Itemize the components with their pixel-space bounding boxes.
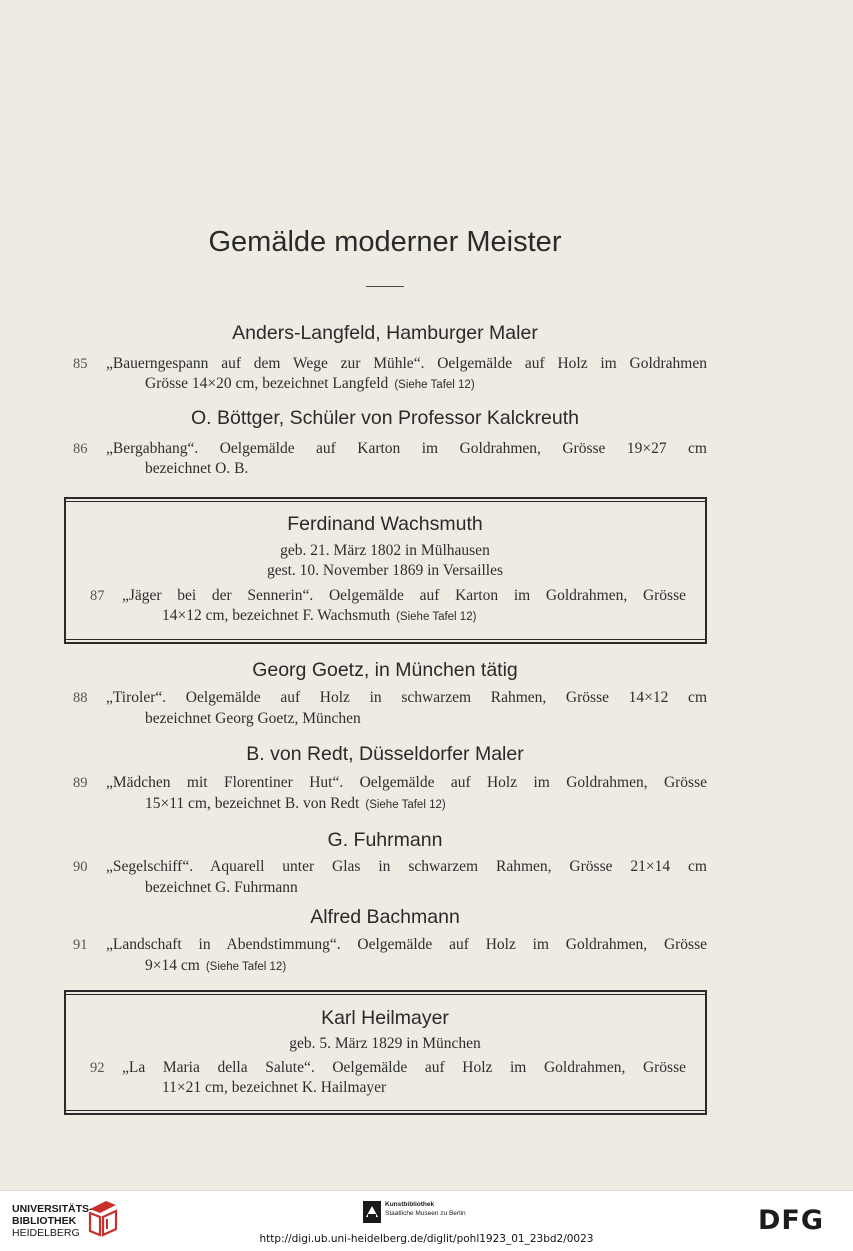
- catalog-entry: [0, 688, 853, 728]
- kunstbibliothek-logo-icon[interactable]: [363, 1201, 381, 1223]
- entry-line: „Bauerngespann auf dem Wege zur Mühle“. Oelgemälde auf Holz im Goldrahmen: [106, 355, 707, 372]
- biography-line: geb. 21. März 1802 in Mülhausen: [280, 542, 490, 559]
- artist-heading: Ferdinand Wachsmuth: [287, 513, 483, 535]
- kunstbibliothek-wordmark[interactable]: [385, 1200, 466, 1218]
- catalog-entry: [0, 935, 853, 975]
- entry-line: „Mädchen mit Florentiner Hut“. Oelgemälde auf Holz im Goldrahmen, Grösse: [106, 774, 707, 791]
- bleed-through-text: [360, 30, 680, 230]
- entry-line: „Bergabhang“. Oelgemälde auf Karton im Goldrahmen, Grösse 19×27 cm: [106, 440, 707, 457]
- entry-line: [145, 374, 475, 395]
- catalog-entry: [0, 586, 853, 626]
- entry-line: bezeichnet O. B.: [145, 460, 249, 477]
- entry-line: [162, 606, 476, 627]
- artist-heading: Anders-Langfeld, Hamburger Maler: [232, 322, 538, 344]
- plate-reference: (Siehe Tafel 12): [205, 961, 287, 973]
- artist-heading: Karl Heilmayer: [321, 1007, 449, 1029]
- entry-details: Grösse 14×20 cm, bezeichnet Langfeld: [145, 375, 389, 392]
- artist-heading: Georg Goetz, in München tätig: [252, 659, 518, 681]
- lot-number: 85: [73, 356, 88, 372]
- artist-heading: G. Fuhrmann: [327, 829, 443, 851]
- catalog-entry: [0, 773, 853, 813]
- entry-line: [145, 794, 446, 815]
- title-rule: [366, 286, 404, 287]
- entry-line: bezeichnet G. Fuhrmann: [145, 879, 298, 896]
- artist-heading: Alfred Bachmann: [310, 906, 460, 928]
- entry-line: 11×21 cm, bezeichnet K. Hailmayer: [162, 1079, 387, 1096]
- biography-line: gest. 10. November 1869 in Versailles: [266, 562, 504, 579]
- viewer-footer: [0, 1190, 853, 1251]
- plate-reference: (Siehe Tafel 12): [365, 799, 446, 811]
- entry-line: „Segelschiff“. Aquarell unter Glas in schwarzem Rahmen, Grösse 21×14 cm: [106, 858, 707, 875]
- biography-line: geb. 5. März 1829 in München: [289, 1035, 481, 1052]
- entry-details: 15×11 cm, bezeichnet B. von Redt: [145, 795, 360, 812]
- lot-number: 86: [73, 441, 88, 457]
- ub-line: BIBLIOTHEK: [12, 1215, 77, 1227]
- catalog-entry: [0, 857, 853, 897]
- entry-line: „Jäger bei der Sennerin“. Oelgemälde auf Karton im Goldrahmen, Grösse: [122, 587, 686, 604]
- entry-line: „La Maria della Salute“. Oelgemälde auf Holz im Goldrahmen, Grösse: [122, 1059, 686, 1076]
- page-title: Gemälde moderner Meister: [208, 226, 562, 258]
- kb-line: Kunstbibliothek: [385, 1201, 435, 1208]
- catalog-entry: [0, 439, 853, 479]
- entry-line: „Landschaft in Abendstimmung“. Oelgemälde auf Holz im Goldrahmen, Grösse: [106, 936, 707, 953]
- entry-details: 9×14 cm: [145, 957, 200, 974]
- lot-number: 90: [73, 859, 88, 875]
- lot-number: 88: [73, 690, 88, 706]
- ub-heidelberg-logo-icon[interactable]: [86, 1199, 120, 1237]
- artist-heading: O. Böttger, Schüler von Professor Kalckreuth: [190, 407, 580, 429]
- plate-reference: (Siehe Tafel 12): [394, 379, 475, 391]
- catalog-entry: [0, 1058, 853, 1098]
- entry-line: [145, 956, 286, 977]
- permalink-url[interactable]: http://digi.ub.uni-heidelberg.de/diglit/pohl1923_01_23bd2/0023: [259, 1233, 594, 1245]
- plate-reference: (Siehe Tafel 12): [396, 611, 477, 623]
- lot-number: 92: [90, 1060, 105, 1076]
- kb-line: Staatliche Museen zu Berlin: [385, 1210, 466, 1217]
- artist-heading: B. von Redt, Düsseldorfer Maler: [246, 743, 524, 765]
- entry-line: „Tiroler“. Oelgemälde auf Holz in schwarzem Rahmen, Grösse 14×12 cm: [106, 689, 707, 706]
- catalog-entry: [0, 354, 853, 394]
- lot-number: 87: [90, 588, 105, 604]
- entry-line: bezeichnet Georg Goetz, München: [145, 710, 361, 727]
- lot-number: 89: [73, 775, 88, 791]
- ub-line: UNIVERSITÄTS-: [12, 1203, 93, 1215]
- entry-details: 14×12 cm, bezeichnet F. Wachsmuth: [162, 607, 391, 624]
- lot-number: 91: [73, 937, 88, 953]
- dfg-logo[interactable]: DFG: [758, 1205, 825, 1236]
- ub-line: HEIDELBERG: [12, 1227, 80, 1239]
